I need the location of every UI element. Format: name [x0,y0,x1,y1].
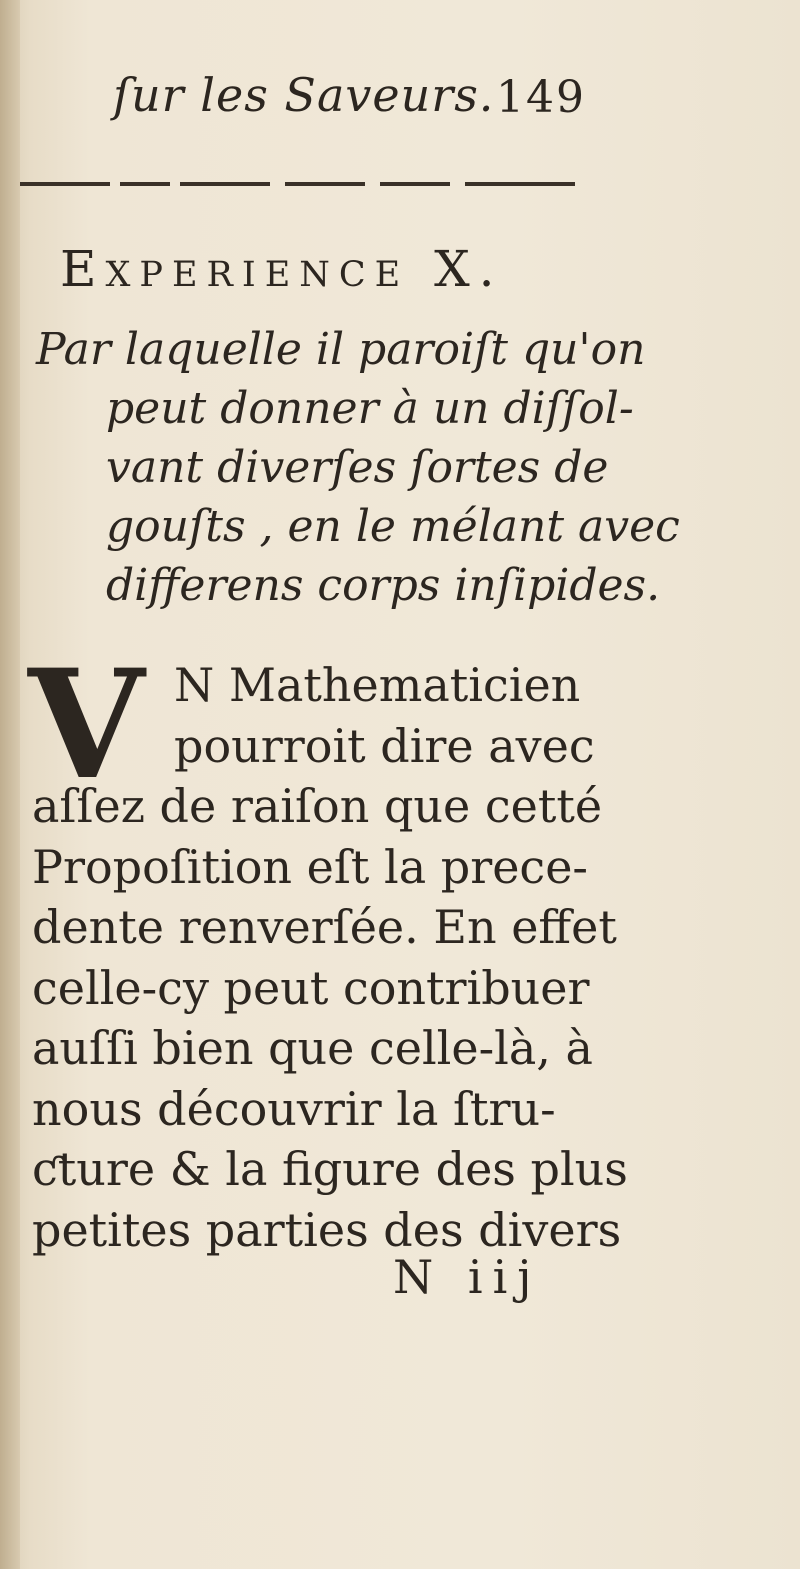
body-line: ƈture & la figure des plus [32,1142,628,1196]
summary-line: gouſts , en le mélant avec [106,501,680,552]
drop-cap: V [28,637,145,813]
summary-line: Par laquelle il paroiſt qu'on [36,324,646,375]
ornamental-rule [20,180,575,188]
body-line: Propoſition eſt la prece- [32,839,588,894]
body-line: petites parties des divers [32,1202,622,1257]
body-line: aſſez de raiſon que cetté [32,779,603,833]
running-header: ſur les Saveurs. [113,68,495,122]
section-title: Experience X. [60,240,504,298]
body-line: dente renverſée. En effet [32,900,617,954]
body-line: auſſi bien que celle-là, à [32,1021,593,1075]
body-line: N Mathematicien [174,658,581,712]
summary-line: peut donner à un diſſol- [106,383,634,434]
page-gutter [0,0,20,1569]
summary-line: vant diverſes ſortes de [106,442,609,493]
signature-mark: N iij [393,1250,542,1304]
body-line: nous découvrir la ſtru- [32,1081,556,1136]
body-paragraph [32,655,628,1260]
body-line: celle-cy peut contribuer [32,960,590,1015]
body-line: pourroit dire avec [174,718,595,773]
section-summary [36,320,680,615]
page-number: 149 [496,72,586,123]
summary-line: differens corps inſipides. [106,560,661,611]
